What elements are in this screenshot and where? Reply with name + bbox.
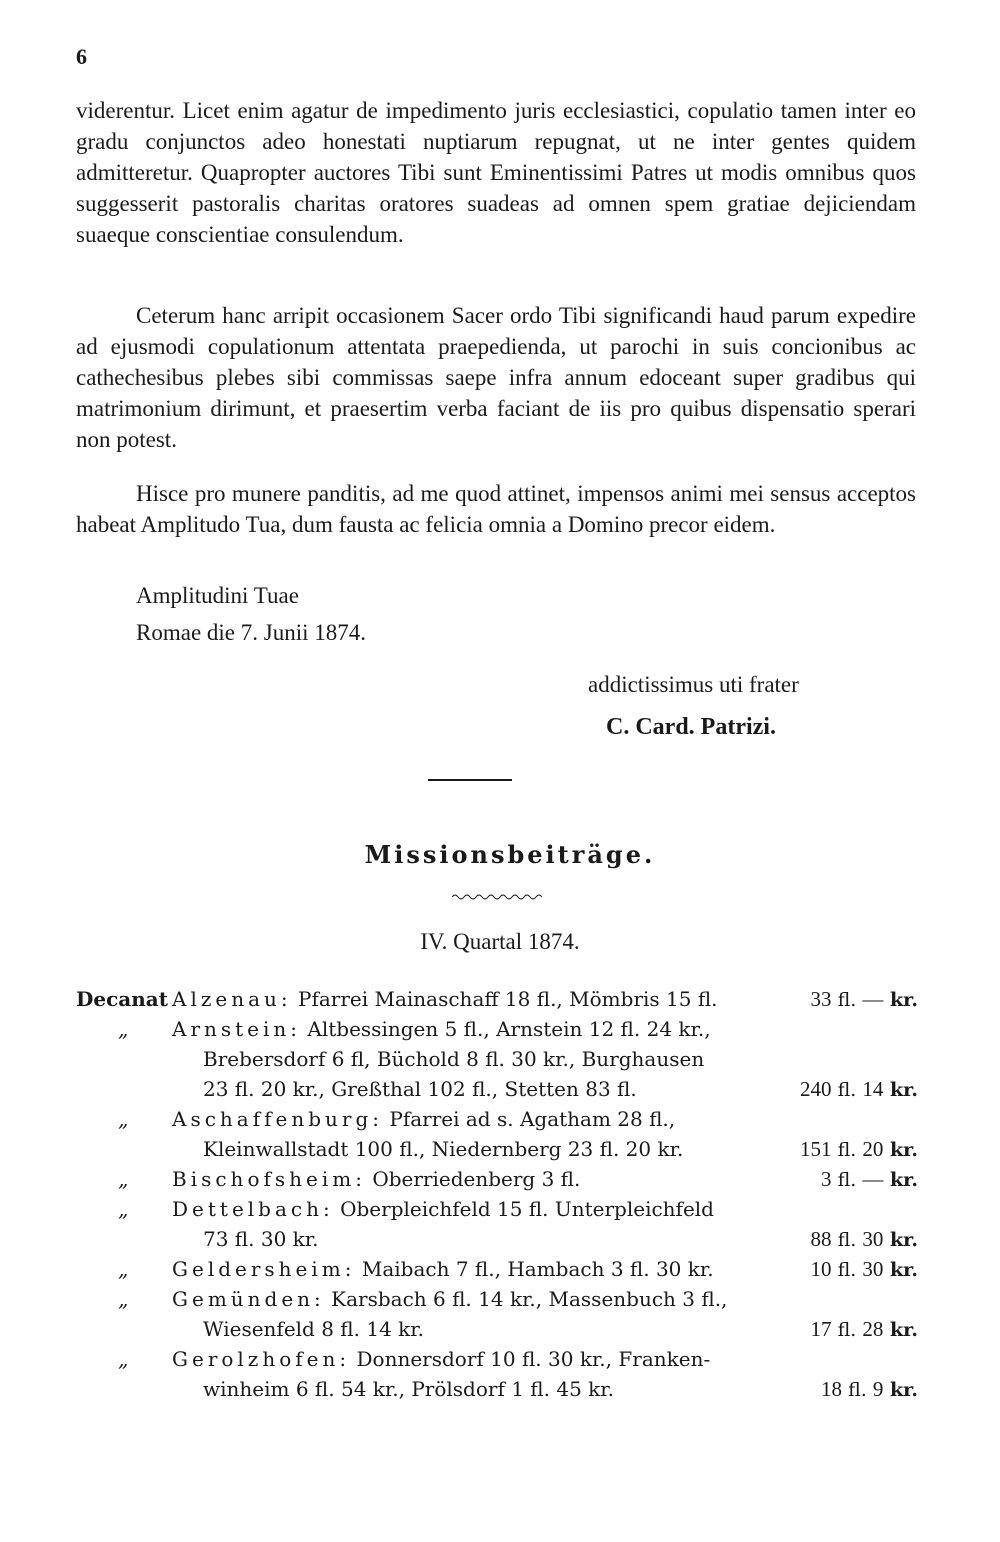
amount-fl: 151 (800, 1137, 832, 1161)
deanery-name: Arnstein: (172, 1017, 302, 1041)
unit-fl: fl. (831, 1169, 863, 1191)
list-item (0, 985, 1000, 1015)
parish-details: Altbessingen 5 fl., Arnstein 12 fl. 24 kr., (301, 1017, 711, 1041)
parish-details: Pfarrei ad s. Agatham 28 fl., (383, 1107, 676, 1131)
entry-text (203, 1137, 683, 1161)
unit-fl: fl. (831, 1079, 863, 1101)
list-item (0, 1285, 1000, 1315)
entry-text (203, 1227, 319, 1251)
entry-amount (821, 1167, 918, 1192)
parish-details: Pfarrei Mainaschaff 18 fl., Mömbris 15 fl. (291, 987, 718, 1011)
list-item (0, 1045, 1000, 1075)
amount-kr: 9 (872, 1377, 884, 1401)
amount-fl: 17 (810, 1317, 832, 1341)
list-item (0, 1165, 1000, 1195)
entry-text (172, 1257, 714, 1281)
amount-kr: 20 (862, 1137, 884, 1161)
ditto-mark: „ (118, 1287, 129, 1311)
parish-details: Oberriedenberg 3 fl. (365, 1167, 581, 1191)
list-item (0, 1015, 1000, 1045)
ditto-mark: „ (118, 1257, 129, 1281)
list-item (0, 1225, 1000, 1255)
deanery-name: Geldersheim: (172, 1257, 356, 1281)
entry-amount (811, 1257, 918, 1282)
parish-details: winheim 6 fl. 54 kr., Prölsdorf 1 fl. 45 kr. (203, 1377, 614, 1401)
parish-details: Wiesenfeld 8 fl. 14 kr. (203, 1317, 424, 1341)
entry-text (203, 1317, 424, 1341)
ditto-mark: „ (118, 1167, 129, 1191)
paragraph-2 (76, 300, 916, 455)
entry-text (172, 1287, 727, 1311)
unit-fl: fl. (831, 1259, 863, 1281)
amount-fl: 88 (810, 1227, 832, 1251)
deanery-name: Alzenau: (172, 987, 292, 1011)
list-item (0, 1255, 1000, 1285)
entry-text (172, 1167, 580, 1191)
unit-kr: kr. (883, 1229, 918, 1251)
entry-amount (821, 1377, 918, 1402)
wavy-ornament (452, 893, 542, 901)
list-item (0, 1315, 1000, 1345)
amount-fl: 3 (821, 1167, 832, 1191)
parish-details: Kleinwallstadt 100 fl., Niedernberg 23 fl. 20 kr. (203, 1137, 684, 1161)
unit-fl: fl. (831, 1319, 863, 1341)
unit-kr: kr. (883, 1139, 918, 1161)
contributions-list (0, 985, 1000, 1405)
unit-kr: kr. (883, 1259, 918, 1281)
ditto-mark: „ (118, 1347, 129, 1371)
section-subtitle: IV. Quartal 1874. (420, 929, 580, 954)
parish-details: 73 fl. 30 kr. (203, 1227, 319, 1251)
entry-text (203, 1377, 614, 1401)
parish-details: Brebersdorf 6 fl, Büchold 8 fl. 30 kr., Burghausen (203, 1047, 705, 1071)
unit-kr: kr. (883, 1319, 918, 1341)
paragraph-2-text: Ceterum hanc arripit occasionem Sacer ordo Tibi significandi haud parum expedire ad ejusmodi copulationum attentata praepedienda, ut parochi in suis concionibus ac cathechesibus plebes sibi commissas saepe infra annum edoceant super gradibus qui matrimonium dirimunt, et praesertim verba faciant de iis pro quibus dispensatio sperari non potest. (76, 303, 916, 452)
entry-text (172, 1017, 711, 1041)
list-item (0, 1075, 1000, 1105)
unit-fl: fl. (842, 1379, 873, 1401)
unit-fl: fl. (831, 1139, 863, 1161)
amount-fl: 10 (810, 1257, 832, 1281)
list-item (0, 1195, 1000, 1225)
entry-amount (811, 1227, 918, 1252)
amount-kr: — (862, 987, 884, 1011)
deanery-name: Dettelbach: (172, 1197, 334, 1221)
amount-kr: 30 (862, 1257, 884, 1281)
entry-text (172, 1197, 714, 1221)
amount-kr: — (862, 1167, 884, 1191)
section-title: Missionsbeiträge. (364, 840, 656, 869)
parish-details: 23 fl. 20 kr., Greßthal 102 fl., Stetten 83 fl. (203, 1077, 637, 1101)
closing-formula: addictissimus uti frater (588, 672, 799, 697)
deanery-name: Aschaffenburg: (172, 1107, 384, 1131)
section-divider (428, 779, 512, 781)
entry-amount (800, 1137, 918, 1162)
parish-details: Donnersdorf 10 fl. 30 kr., Franken- (350, 1347, 711, 1371)
amount-kr: 28 (862, 1317, 884, 1341)
paragraph-3-text: Hisce pro munere panditis, ad me quod attinet, impensos animi mei sensus acceptos habeat Amplitudo Tua, dum fausta ac felicia omnia a Domino precor eidem. (76, 481, 916, 537)
amount-kr: 14 (862, 1077, 884, 1101)
parish-details: Oberpleichfeld 15 fl. Unterpleichfeld (333, 1197, 714, 1221)
salutation-line-1: Amplitudini Tuae (136, 583, 299, 608)
unit-fl: fl. (831, 1229, 863, 1251)
deanery-name: Bischofsheim: (172, 1167, 366, 1191)
parish-details: Maibach 7 fl., Hambach 3 fl. 30 kr. (355, 1257, 714, 1281)
entry-amount (811, 987, 918, 1012)
entry-amount (800, 1077, 918, 1102)
entry-text (172, 1107, 675, 1131)
parish-details: Karsbach 6 fl. 14 kr., Massenbuch 3 fl., (324, 1287, 728, 1311)
list-item (0, 1345, 1000, 1375)
signature: C. Card. Patrizi. (606, 714, 776, 740)
amount-fl: 33 (810, 987, 832, 1011)
salutation-line-2: Romae die 7. Junii 1874. (136, 620, 366, 645)
list-item (0, 1375, 1000, 1405)
entry-text (203, 1047, 704, 1071)
list-item (0, 1135, 1000, 1165)
paragraph-3 (76, 478, 916, 540)
entry-amount (811, 1317, 918, 1342)
unit-fl: fl. (831, 989, 863, 1011)
paragraph-1-text: viderentur. Licet enim agatur de impedimento juris ecclesiastici, copulatio tamen inter eo gradu conjunctos adeo honestati nuptiarum repugnat, ut ne inter gentes quidem admitteretur. Quapropter auctores Tibi sunt Eminentissimi Patres ut modis omnibus quos suggesserit pastoralis charitas oratores suadeas ad omnen spem gratiae dejiciendam suaeque conscientiae consulendum. (76, 98, 916, 247)
unit-kr: kr. (883, 1169, 918, 1191)
unit-kr: kr. (883, 989, 918, 1011)
entry-text (172, 987, 718, 1011)
amount-kr: 30 (862, 1227, 884, 1251)
unit-kr: kr. (883, 1379, 918, 1401)
list-item (0, 1105, 1000, 1135)
entry-text (172, 1347, 710, 1371)
amount-fl: 18 (821, 1377, 843, 1401)
decanat-label: Decanat (76, 987, 168, 1011)
ditto-mark: „ (118, 1107, 129, 1131)
amount-fl: 240 (800, 1077, 832, 1101)
deanery-name: Gerolzhofen: (172, 1347, 351, 1371)
page-number: 6 (76, 44, 87, 69)
unit-kr: kr. (883, 1079, 918, 1101)
paragraph-1 (76, 95, 916, 250)
ditto-mark: „ (118, 1197, 129, 1221)
deanery-name: Gemünden: (172, 1287, 325, 1311)
ditto-mark: „ (118, 1017, 129, 1041)
entry-text (203, 1077, 637, 1101)
